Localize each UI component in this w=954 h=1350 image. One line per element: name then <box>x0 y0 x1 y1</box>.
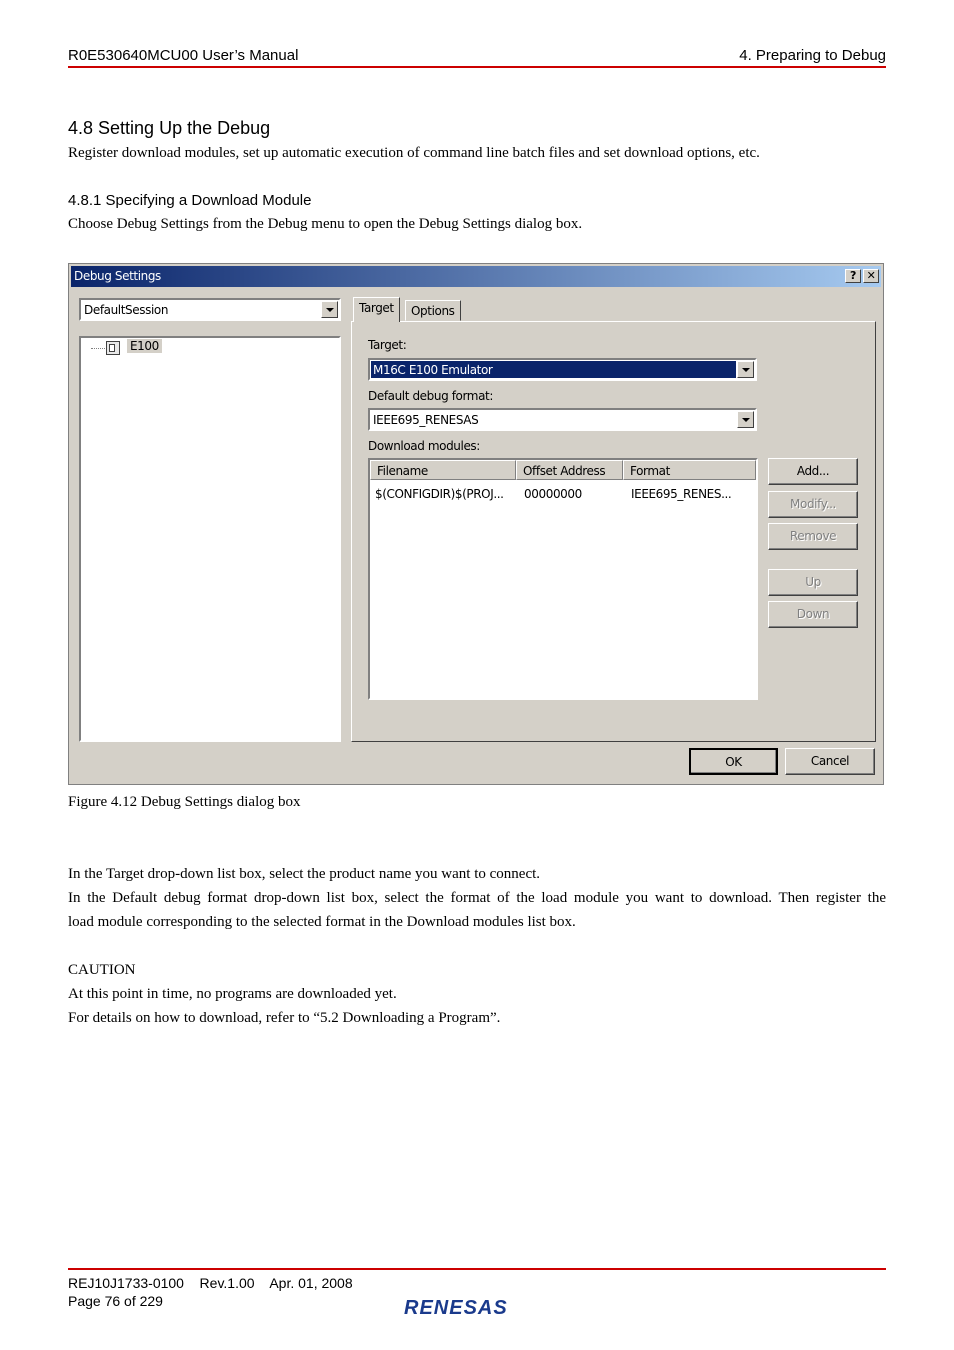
body-para-1: In the Target drop-down list box, select the product name you want to connect. <box>68 866 541 882</box>
footer-doc-info <box>68 1274 353 1292</box>
session-tree[interactable] <box>79 336 341 742</box>
target-label: Target: <box>368 338 407 352</box>
subsection-title: 4.8.1 Specifying a Download Module <box>68 192 312 209</box>
header-chapter: 4. Preparing to Debug <box>739 47 886 64</box>
add-button[interactable]: Add... <box>768 458 858 485</box>
dialog-titlebar <box>71 266 881 287</box>
modules-list[interactable] <box>368 458 758 700</box>
svg-text:RENESAS: RENESAS <box>404 1297 508 1318</box>
column-header-offset[interactable]: Offset Address <box>516 460 623 480</box>
subsection-intro: Choose Debug Settings from the Debug menu to open the Debug Settings dialog box. <box>68 216 583 232</box>
tab-target[interactable]: Target <box>353 297 400 322</box>
target-combo[interactable] <box>368 358 757 381</box>
footer-doc-id: REJ10J1733-0100 <box>68 1275 184 1291</box>
caution-line-1: At this point in time, no programs are downloaded yet. <box>68 986 397 1002</box>
footer-rule <box>68 1268 886 1270</box>
tab-options[interactable]: Options <box>405 300 461 321</box>
tree-item-e100[interactable]: E100 <box>127 339 162 353</box>
dialog-title: Debug Settings <box>74 269 161 283</box>
modules-label: Download modules: <box>368 439 480 453</box>
row-offset: 00000000 <box>524 487 582 501</box>
renesas-logo-mark <box>402 1294 550 1318</box>
session-value: DefaultSession <box>84 303 169 317</box>
up-button[interactable]: Up <box>768 569 858 596</box>
body-para-2-line-1: In the Default debug format drop-down list box, select the format of the load module you want to download. Then register the <box>68 890 886 906</box>
target-value: M16C E100 Emulator <box>373 363 493 377</box>
header-manual-title: R0E530640MCU00 User’s Manual <box>68 47 299 64</box>
renesas-logo <box>402 1294 550 1318</box>
format-value: IEEE695_RENESAS <box>373 413 479 427</box>
close-button[interactable]: ✕ <box>863 269 879 283</box>
debug-settings-dialog <box>68 263 884 785</box>
column-header-filename[interactable]: Filename <box>370 460 516 480</box>
format-label: Default debug format: <box>368 389 493 403</box>
remove-button[interactable]: Remove <box>768 523 858 550</box>
section-intro: Register download modules, set up automatic execution of command line batch files and set download options, etc. <box>68 145 760 161</box>
chevron-down-icon[interactable] <box>737 361 754 378</box>
section-title: 4.8 Setting Up the Debug <box>68 118 271 138</box>
help-button[interactable]: ? <box>845 269 861 283</box>
body-para-2-line-2: load module corresponding to the selected format in the Download modules list box. <box>68 914 576 930</box>
session-combo[interactable] <box>79 298 341 321</box>
chevron-down-icon[interactable] <box>737 411 754 428</box>
caution-line-2: For details on how to download, refer to “5.2 Downloading a Program”. <box>68 1010 501 1026</box>
caution-title: CAUTION <box>68 962 136 978</box>
figure-caption: Figure 4.12 Debug Settings dialog box <box>68 794 301 810</box>
ok-button[interactable]: OK <box>689 748 778 775</box>
down-button[interactable]: Down <box>768 601 858 628</box>
target-tab-panel <box>351 321 876 742</box>
footer-rev: Rev.1.00 <box>199 1275 255 1291</box>
chevron-down-icon[interactable] <box>321 301 338 318</box>
row-format: IEEE695_RENES... <box>631 487 732 501</box>
footer-date: Apr. 01, 2008 <box>269 1275 353 1291</box>
modify-button[interactable]: Modify... <box>768 491 858 518</box>
row-filename: $(CONFIGDIR)$(PROJ... <box>375 487 504 501</box>
footer-page: Page 76 of 229 <box>68 1293 163 1309</box>
target-icon <box>106 341 120 355</box>
format-combo[interactable] <box>368 408 757 431</box>
header-rule <box>68 66 886 68</box>
column-header-format[interactable]: Format <box>623 460 756 480</box>
cancel-button[interactable]: Cancel <box>785 748 875 775</box>
